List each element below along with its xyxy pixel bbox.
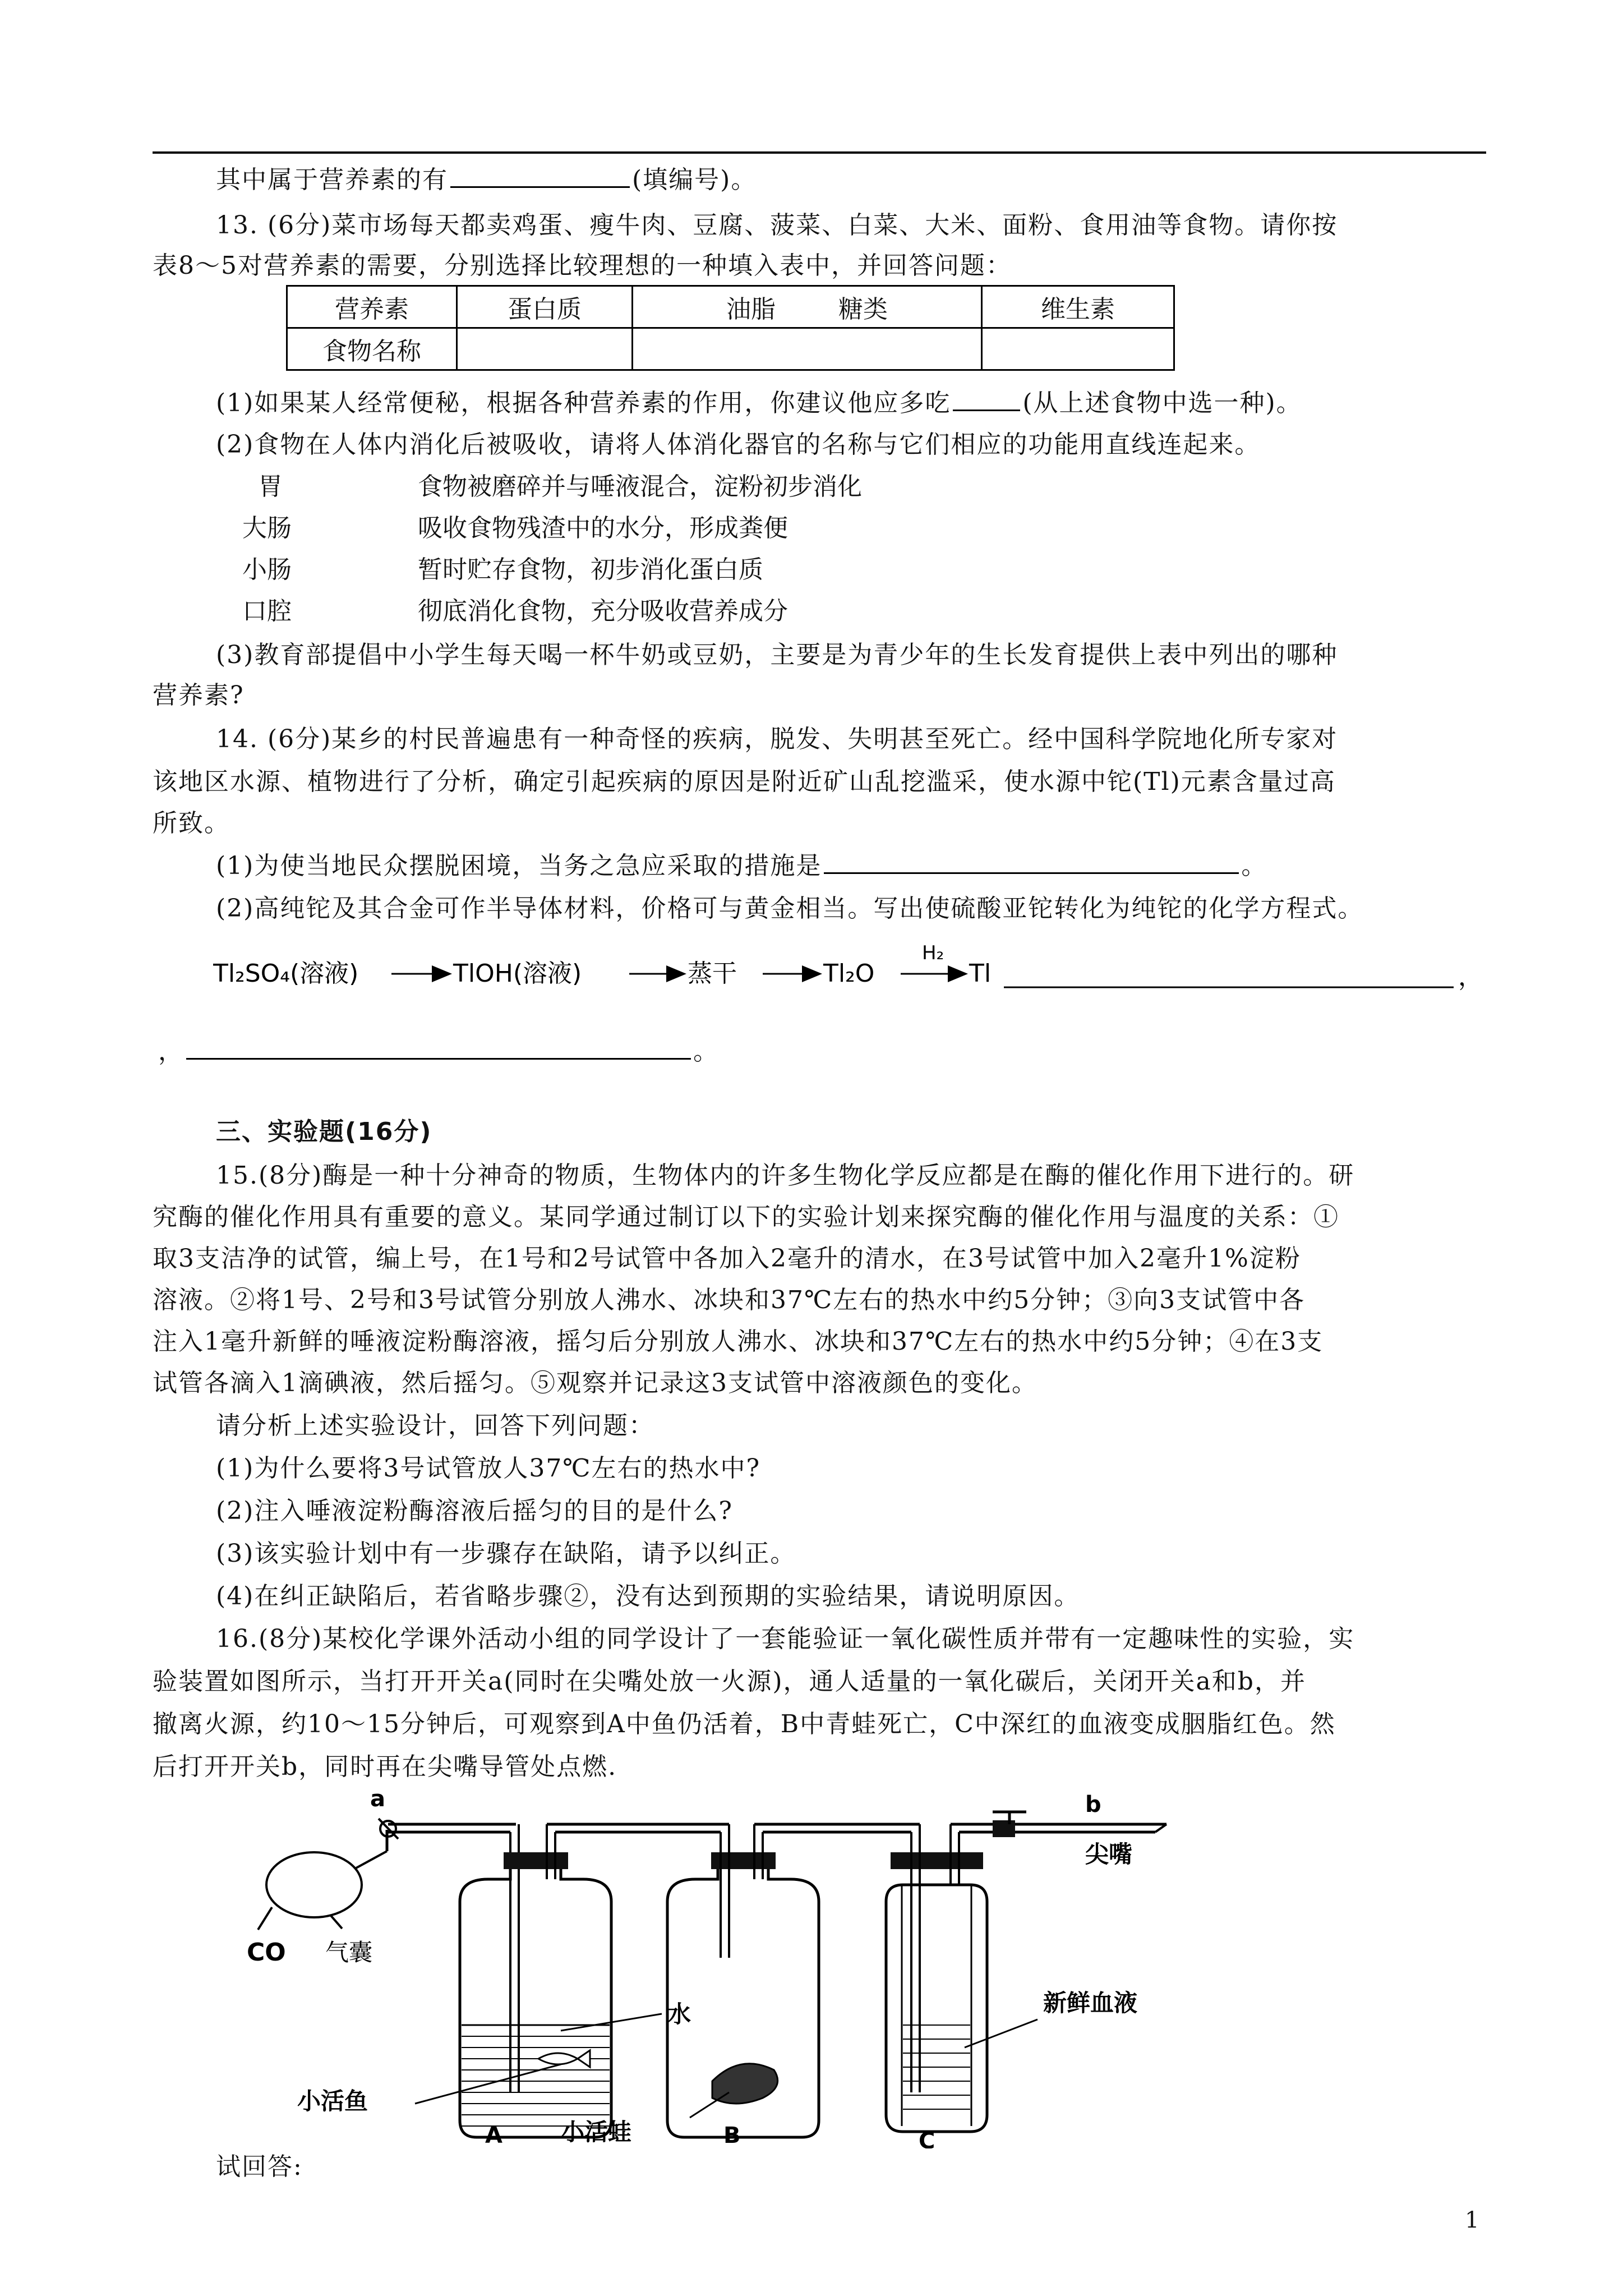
table-row-label: 食物名称 (287, 328, 457, 370)
q16-line: 后打开开关b，同时再在尖嘴导管处点燃. (153, 1752, 617, 1781)
q15-line: (2)注入唾液淀粉酶溶液后摇匀的目的是什么? (216, 1497, 733, 1525)
q15-line: 究酶的催化作用具有重要的意义。某同学通过制订以下的实验计划来探究酶的催化作用与温度的关系：① (153, 1203, 1339, 1231)
nutrient-table (286, 285, 1175, 371)
q14-sub2: (2)高纯铊及其合金可作半导体材料，价格可与黄金相当。写出使硫酸亚铊转化为纯铊的化学方程式。 (216, 894, 1364, 923)
organ-item: 胃 (258, 472, 283, 501)
comma-mark: ， (1458, 963, 1483, 991)
q15-line: (3)该实验计划中有一步骤存在缺陷，请予以纠正。 (216, 1539, 796, 1568)
bottle-b-label: B (723, 2123, 741, 2148)
valve-b-icon[interactable] (993, 1820, 1015, 1837)
q13-sub1: (1)如果某人经常便秘，根据各种营养素的作用，你建议他应多吃 (从上述食物中选一种)。 (216, 387, 1302, 419)
scheme-step: Tl₂O (823, 959, 875, 988)
scheme-step: Tl (969, 959, 992, 988)
gas-bag-label: 气囊 (325, 1939, 373, 1966)
q14-line3: 所致。 (153, 809, 230, 838)
q13-sub1-blank[interactable] (953, 387, 1020, 411)
table-row (287, 286, 1174, 328)
header-rule (153, 151, 1486, 154)
q16-line: 16.(8分)某校化学课外活动小组的同学设计了一套能验证一氧化碳性质并带有一定趣味性的实验，实 (216, 1625, 1355, 1653)
q14-equation-line2: ， 。 (158, 1036, 719, 1068)
function-item: 彻底消化食物，充分吸收营养成分 (418, 597, 788, 625)
table-header-cell: 营养素 (287, 286, 457, 328)
q13-line2: 表8～5对营养素的需要，分别选择比较理想的一种填入表中，并回答问题： (153, 251, 1012, 280)
q12-answer-blank[interactable] (450, 164, 630, 188)
q15-line: (1)为什么要将3号试管放人37℃左右的热水中? (216, 1454, 761, 1483)
q16-line: 验装置如图所示，当打开开关a(同时在尖嘴处放一火源)，通人适量的一氧化碳后，关闭开关a和b，并 (153, 1667, 1306, 1696)
scheme-step: TlOH(溶液) (453, 959, 582, 988)
table-input-cell[interactable] (982, 328, 1174, 370)
table-row (287, 328, 1174, 370)
q15-line: (4)在纠正缺陷后，若省略步骤②，没有达到预期的实验结果，请说明原因。 (216, 1582, 1080, 1611)
stopper-icon (504, 1852, 568, 1869)
nozzle-label: 尖嘴 (1085, 1841, 1133, 1868)
fish-label: 小活鱼 (297, 2087, 368, 2115)
fish-icon (538, 2050, 590, 2067)
q13-line1: 13. (6分)菜市场每天都卖鸡蛋、瘦牛肉、豆腐、菠菜、白菜、大米、面粉、食用油等食物。请你按 (216, 211, 1338, 240)
q15-line: 取3支洁净的试管，编上号，在1号和2号试管中各加入2毫升的清水，在3号试管中加入2毫升1%淀粉 (153, 1244, 1301, 1273)
scheme-step: Tl₂SO₄(溶液) (213, 959, 359, 988)
function-item: 吸收食物残渣中的水分，形成粪便 (418, 514, 788, 542)
bottle-a (460, 1862, 611, 2137)
q14-line2: 该地区水源、植物进行了分析，确定引起疾病的原因是附近矿山乱挖滥采，使水源中铊(Tl)元素含量过高 (153, 767, 1336, 796)
reaction-scheme (213, 937, 1492, 999)
answer-prompt: 试回答: (216, 2152, 303, 2181)
organ-item: 口腔 (242, 597, 292, 625)
valve-b-label: b (1085, 1792, 1101, 1818)
apparatus-figure (247, 1789, 1200, 2148)
function-item: 食物被磨碎并与唾液混合，淀粉初步消化 (418, 472, 862, 501)
section-title: 三、实验题(16分) (216, 1117, 432, 1146)
q14-sub1-blank[interactable] (824, 850, 1239, 874)
gas-bag-icon (266, 1852, 362, 1917)
q15-line: 溶液。②将1号、2号和3号试管分别放人沸水、冰块和37℃左右的热水中约5分钟；③向3支试管中各 (153, 1286, 1306, 1314)
q14-sub1: (1)为使当地民众摆脱困境，当务之急应采取的措施是 。 (216, 850, 1267, 882)
co-label: CO (247, 1938, 286, 1967)
q15-line: 15.(8分)酶是一种十分神奇的物质，生物体内的许多生物化学反应都是在酶的催化作用下进行的。研 (216, 1161, 1355, 1190)
function-item: 暂时贮存食物，初步消化蛋白质 (418, 555, 763, 584)
q12-tail: 其中属于营养素的有 (填编号)。 (216, 164, 757, 196)
q13-sub3-line2: 营养素? (153, 681, 245, 710)
table-header-cell: 油脂 糖类 (633, 286, 982, 328)
page-number: 1 (1465, 2207, 1479, 2233)
organ-item: 小肠 (242, 555, 292, 584)
q15-line: 请分析上述实验设计，回答下列问题： (216, 1411, 654, 1440)
q15-line: 注入1毫升新鲜的唾液淀粉酶溶液，摇匀后分别放人沸水、冰块和37℃左右的热水中约5分钟；④在3支 (153, 1327, 1324, 1356)
organ-item: 大肠 (242, 514, 292, 542)
q13-sub3-line1: (3)教育部提倡中小学生每天喝一杯牛奶或豆奶，主要是为青少年的生长发育提供上表中列出的哪种 (216, 641, 1338, 669)
scheme-reagent: H₂ (922, 942, 944, 964)
table-input-cell[interactable] (457, 328, 633, 370)
table-input-cell[interactable] (633, 328, 982, 370)
stopper-icon (891, 1852, 983, 1869)
water-label: 水 (667, 2000, 691, 2028)
q16-line: 撤离火源，约10～15分钟后，可观察到A中鱼仍活着，B中青蛙死亡，C中深红的血液变成胭脂红色。然 (153, 1710, 1336, 1738)
q13-sub2: (2)食物在人体内消化后被吸收，请将人体消化器官的名称与它们相应的功能用直线连起来。 (216, 430, 1261, 459)
equation-blank-2[interactable] (186, 1036, 691, 1060)
bottle-a-label: A (485, 2123, 502, 2148)
table-header-cell: 蛋白质 (457, 286, 633, 328)
scheme-step: 蒸干 (688, 959, 737, 988)
bottle-c-label: C (919, 2128, 935, 2148)
frog-label: 小活蛙 (561, 2118, 632, 2146)
valve-a-label: a (370, 1789, 385, 1812)
table-header-cell: 维生素 (982, 286, 1174, 328)
q14-line1: 14. (6分)某乡的村民普遍患有一种奇怪的疾病，脱发、失明甚至死亡。经中国科学院地化所专家对 (216, 725, 1338, 753)
blood-label: 新鲜血液 (1043, 1989, 1138, 2017)
q15-line: 试管各滴入1滴碘液，然后摇匀。⑤观察并记录这3支试管中溶液颜色的变化。 (153, 1369, 1038, 1397)
